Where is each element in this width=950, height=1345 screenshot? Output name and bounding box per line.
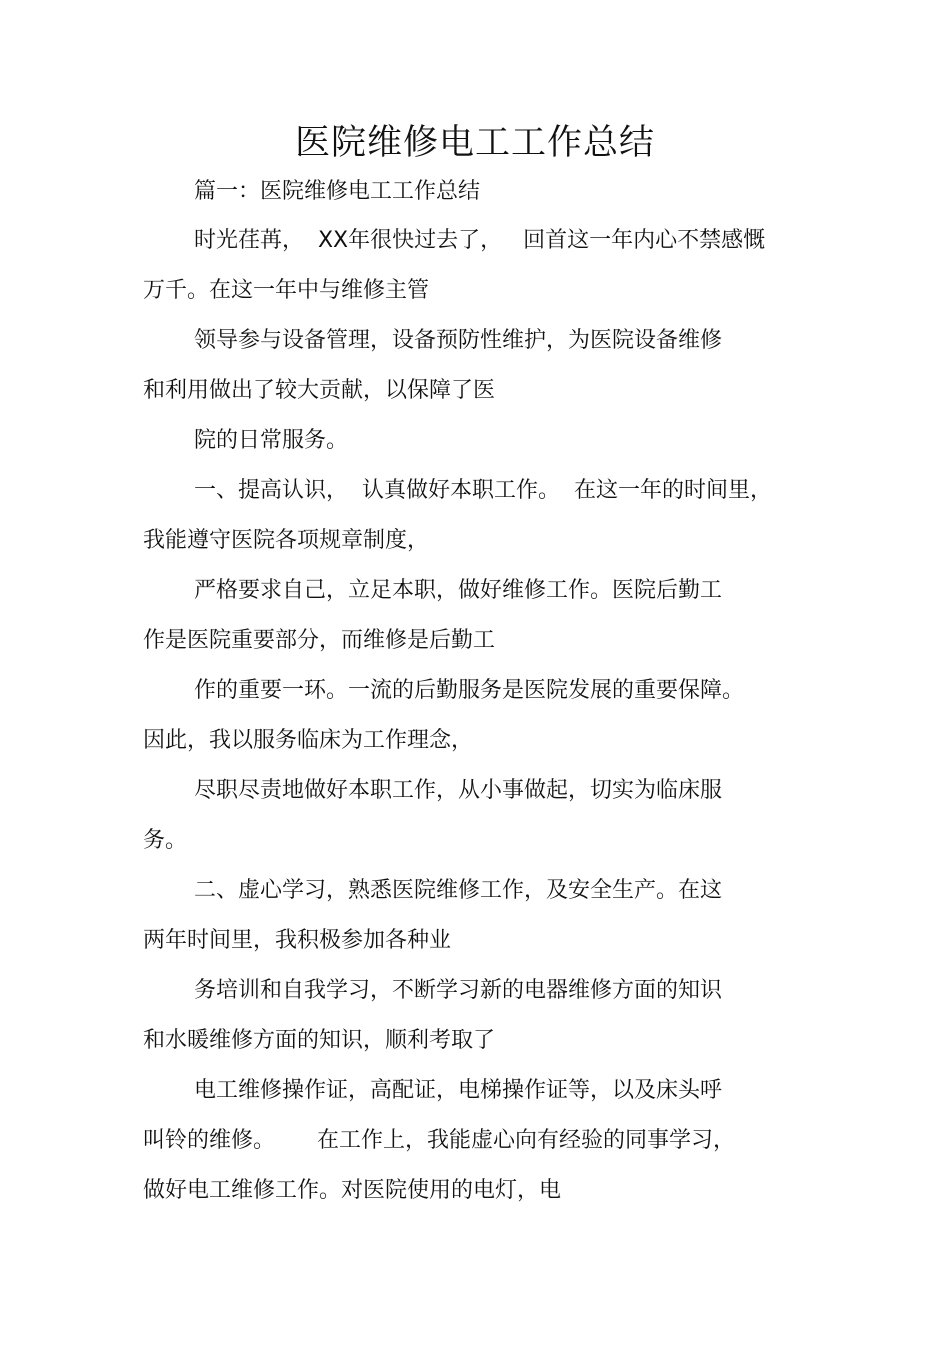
text-line: 作是医院重要部分，而维修是后勤工 [143,628,496,653]
text-line: 因此，我以服务临床为工作理念， [143,728,474,753]
text-line: 务培训和自我学习，不断学习新的电器维修方面的知识 [194,978,723,1003]
text-line: 作的重要一环。一流的后勤服务是医院发展的重要保障。 [194,678,745,703]
text-line: 一、提高认识， 认真做好本职工作。 在这一年的时间里， [194,478,772,503]
text-line: 我能遵守医院各项规章制度， [143,528,430,553]
text-line: 严格要求自己，立足本职，做好维修工作。医院后勤工 [194,578,723,603]
text-line: 和水暖维修方面的知识，顺利考取了 [143,1028,496,1053]
text-line: 万千。在这一年中与维修主管 [143,278,430,303]
text-line: 二、虚心学习，熟悉医院维修工作，及安全生产。在这 [194,878,723,903]
text-line: 和利用做出了较大贡献，以保障了医 [143,378,496,403]
text-line: 院的日常服务。 [194,428,349,453]
text-line: 做好电工维修工作。对医院使用的电灯，电 [143,1178,562,1203]
text-line: 篇一：医院维修电工工作总结 [194,179,481,204]
text-line: 叫铃的维修。 在工作上，我能虚心向有经验的同事学习， [143,1128,735,1153]
text-line: 时光荏苒， XX年很快过去了， 回首这一年内心不禁感慨 [194,228,766,253]
document-title: 医院维修电工工作总结 [294,123,655,163]
text-line: 尽职尽责地做好本职工作，从小事做起，切实为临床服 [194,778,723,803]
text-line: 领导参与设备管理，设备预防性维护，为医院设备维修 [194,328,723,353]
text-line: 务。 [143,828,188,853]
text-line: 两年时间里，我积极参加各种业 [143,928,452,953]
text-line: 电工维修操作证，高配证，电梯操作证等，以及床头呼 [194,1078,723,1103]
